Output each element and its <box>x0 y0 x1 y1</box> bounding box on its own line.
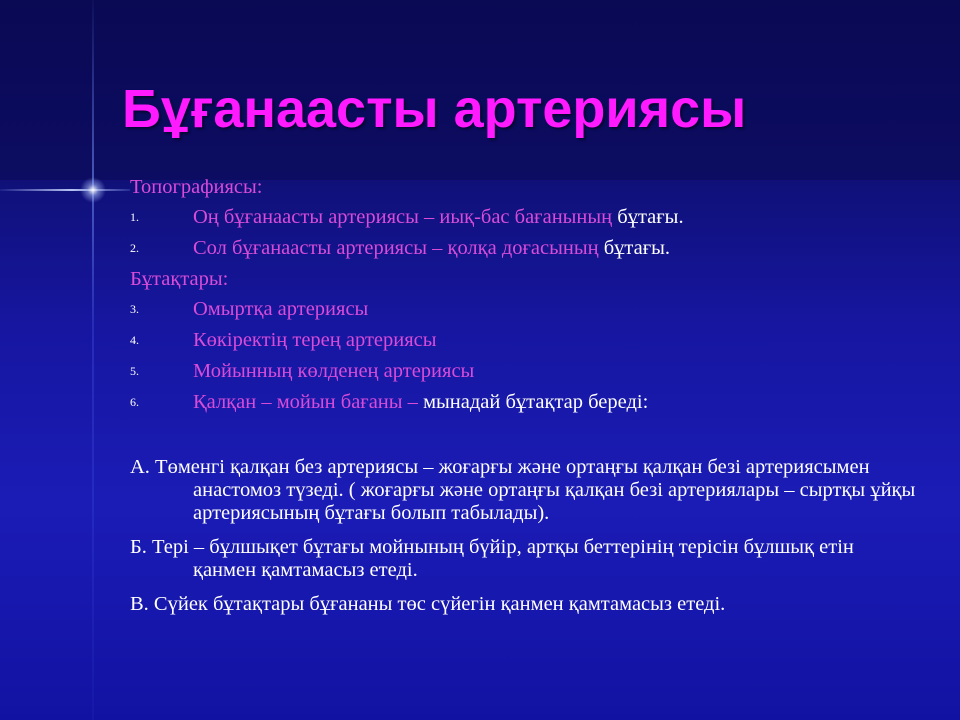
heading-topography: Топографиясы: <box>130 176 263 198</box>
decorative-sparkle-icon <box>80 177 106 203</box>
list-item <box>130 387 920 418</box>
list-number: 5. <box>130 364 139 378</box>
decorative-horizontal-line <box>0 189 130 191</box>
list-item-pink-text: Көкіректің терең артериясы <box>193 329 437 351</box>
paragraph-b: Б. Тері – бұлшықет бұтағы мойнының бүйір, артқы беттерінің терісін бұлшық етін қанмен қамтамасыз етеді. <box>130 536 854 581</box>
paragraph-a: А. Төменгі қалқан без артериясы – жоғарғы және ортаңғы қалқан безі артериясымен анастомоз түзеді. ( жоғарғы және ортаңғы қалқан безі артериялары – сыртқы ұйқы артериясының бұтағы болып табылады). <box>130 456 916 524</box>
list-item <box>130 325 920 356</box>
list-item-pink-text: Омыртқа артериясы <box>193 298 369 320</box>
list-item-white-text: бұтағы. <box>612 206 684 228</box>
list-item-white-text: бұтағы. <box>598 237 671 259</box>
list-number: 2. <box>130 241 139 255</box>
list-number: 3. <box>130 302 139 316</box>
list-item <box>130 356 920 387</box>
list-item-pink-text: Қалқан – мойын бағаны – <box>193 391 418 413</box>
list-item <box>130 233 920 264</box>
paragraph-c: В. Сүйек бұтақтары бұғананы төс сүйегін қанмен қамтамасыз етеді. <box>130 593 726 615</box>
decorative-vertical-line <box>92 0 94 720</box>
list-number: 4. <box>130 333 139 347</box>
slide-title: Бұғанаасты артериясы <box>122 79 747 139</box>
list-item-pink-text: Сол бұғанаасты артериясы – қолқа доғасының <box>193 237 599 259</box>
list-item-white-text: мынадай бұтақтар береді: <box>417 391 649 413</box>
list-item-pink-text: Мойынның көлденең артериясы <box>193 360 475 382</box>
list-number: 6. <box>130 395 139 409</box>
list-item-pink-text: Оң бұғанаасты артериясы – иық-бас бағанының <box>193 206 613 228</box>
heading-branches: Бұтақтары: <box>130 268 229 290</box>
slide-content <box>130 172 920 616</box>
list-item <box>130 202 920 233</box>
list-number: 1. <box>130 210 139 224</box>
list-item <box>130 294 920 325</box>
